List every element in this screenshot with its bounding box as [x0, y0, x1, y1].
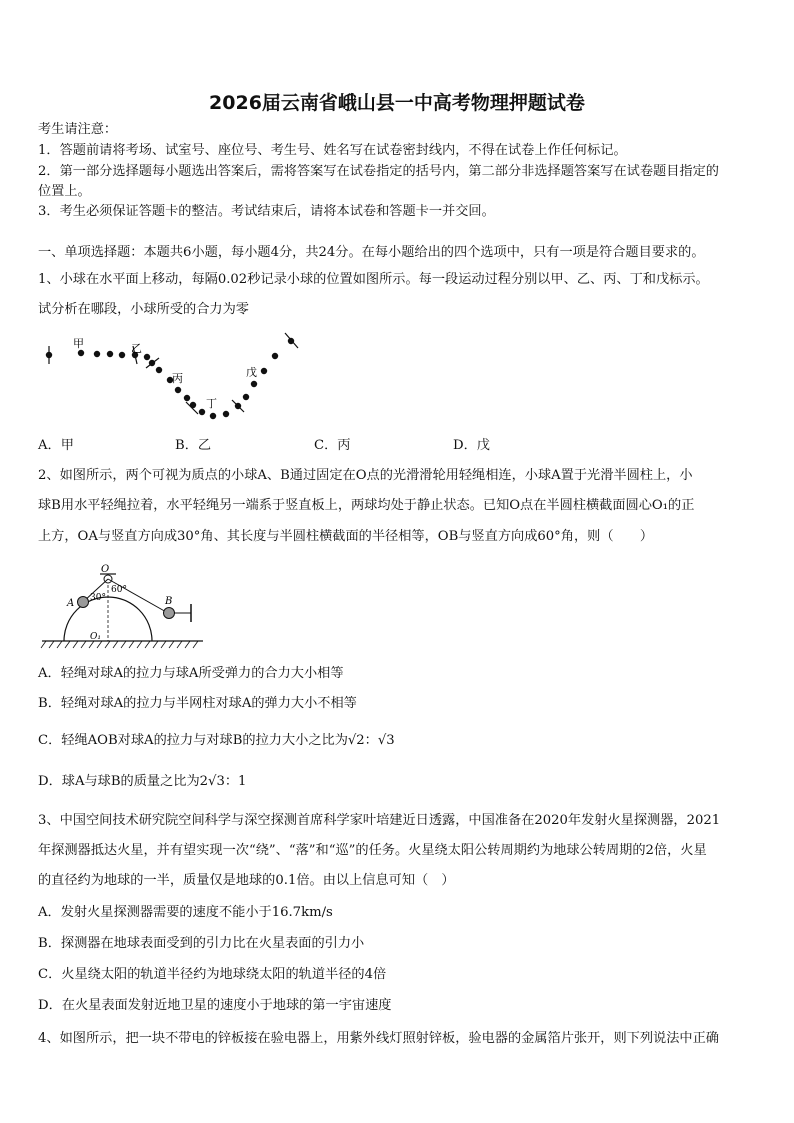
angle-30-label: 30° — [90, 593, 106, 603]
q1-stem: 1、小球在水平面上移动，每隔0.02秒记录小球的位置如图所示。每一段运动过程分别以甲、乙、丙、丁和戊标示。 — [38, 272, 709, 287]
q4-stem: 4、如图所示，把一块不带电的锌板接在验电器上，用紫外线灯照射锌板，验电器的金属箔片张开，则下列说法中正确 — [38, 1031, 719, 1046]
q1-option-c: C．丙 — [314, 438, 351, 453]
angle-60-label: 60° — [111, 585, 127, 595]
segment-label-yi: 乙 — [131, 342, 142, 355]
notice-item: 位置上。 — [38, 184, 91, 199]
notice-heading: 考生请注意： — [38, 122, 118, 137]
q1-trajectory-figure — [38, 328, 308, 420]
section-heading: 一、单项选择题：本题共6小题，每小题4分，共24分。在每小题给出的四个选项中，只有一项是符合题目要求的。 — [38, 245, 705, 260]
q2-stem: 2、如图所示，两个可视为质点的小球A、B通过固定在O点的光滑滑轮用轻绳相连，小球A置于光滑半圆柱上，小 — [38, 468, 693, 483]
q3-option-c: C．火星绕太阳的轨道半径约为地球绕太阳的轨道半径的4倍 — [38, 967, 387, 982]
q3-stem: 的直径约为地球的一半，质量仅是地球的0.1倍。由以上信息可知（ ） — [38, 873, 455, 888]
notice-item: 3．考生必须保证答题卡的整洁。考试结束后，请将本试卷和答题卡一并交回。 — [38, 204, 495, 219]
ball-b-label: B — [165, 596, 173, 607]
q2-option-b: B．轻绳对球A的拉力与半网柱对球A的弹力大小不相等 — [38, 696, 357, 711]
q1-option-a: A．甲 — [38, 438, 74, 453]
notice-item: 2．第一部分选择题每小题选出答案后，需将答案写在试卷指定的括号内，第二部分非选择题答案写在试卷题目指定的 — [38, 164, 719, 179]
page-title: 2026届云南省峨山县一中高考物理押题试卷 — [209, 92, 585, 114]
q1-option-d: D．戊 — [453, 438, 490, 453]
point-o-label: O — [101, 564, 110, 575]
notice-item: 1．答题前请将考场、试室号、座位号、考生号、姓名写在试卷密封线内，不得在试卷上作任何标记。 — [38, 143, 627, 158]
q2-stem: 球B用水平轻绳拉着，水平轻绳另一端系于竖直板上，两球均处于静止状态。已知O点在半圆柱横截面圆心O₁的正 — [38, 498, 695, 513]
segment-label-wu: 戊 — [246, 366, 257, 379]
q1-option-b: B．乙 — [175, 438, 212, 453]
q2-option-d: D．球A与球B的质量之比为2√3：1 — [38, 774, 247, 789]
q3-stem: 年探测器抵达火星，并有望实现一次“绕”、“落”和“巡”的任务。火星绕太阳公转周期约为地球公转周期的2倍，火星 — [38, 843, 707, 858]
q3-stem: 3、中国空间技术研究院空间科学与深空探测首席科学家叶培建近日透露，中国准备在2020年发射火星探测器，2021 — [38, 813, 721, 828]
segment-label-jia: 甲 — [73, 337, 84, 350]
q3-option-a: A．发射火星探测器需要的速度不能小于16.7km/s — [38, 905, 333, 920]
q1-stem: 试分析在哪段，小球所受的合力为零 — [38, 302, 249, 317]
q2-stem: 上方，OA与竖直方向成30°角、其长度与半圆柱横截面的半径相等，OB与竖直方向成60°角，则（ ） — [38, 529, 654, 544]
q2-option-a: A．轻绳对球A的拉力与球A所受弹力的合力大小相等 — [38, 666, 344, 681]
center-o1-label: O₁ — [90, 632, 101, 642]
q3-option-d: D．在火星表面发射近地卫星的速度小于地球的第一宇宙速度 — [38, 998, 392, 1013]
ball-a-label: A — [67, 598, 75, 609]
q2-pulley-figure — [38, 562, 208, 650]
segment-label-ding: 丁 — [206, 397, 217, 410]
segment-label-bing: 丙 — [172, 372, 183, 385]
q3-option-b: B．探测器在地球表面受到的引力比在火星表面的引力小 — [38, 936, 365, 951]
q2-option-c: C．轻绳AOB对球A的拉力与对球B的拉力大小之比为√2：√3 — [38, 733, 395, 748]
